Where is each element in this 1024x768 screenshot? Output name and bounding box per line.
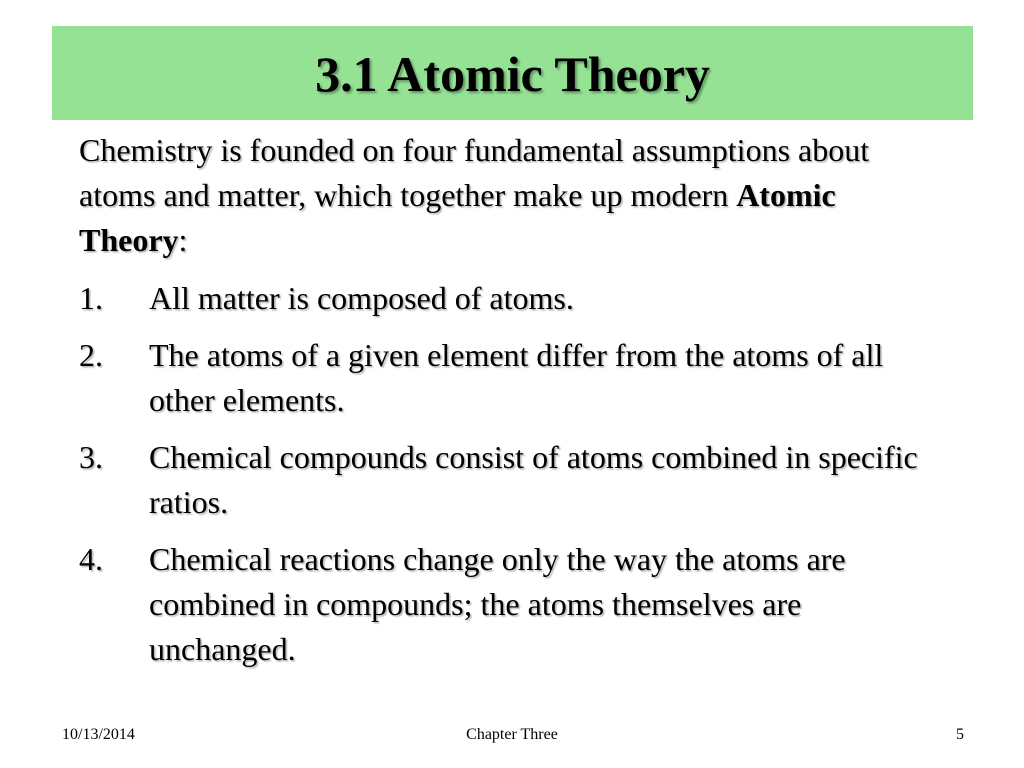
- list-item-number: 1.: [79, 280, 103, 316]
- list-item: [79, 435, 949, 525]
- list-item: [79, 333, 949, 423]
- list-item-number: 3.: [79, 439, 103, 475]
- title-bar: [52, 26, 973, 120]
- assumptions-list: [79, 276, 949, 672]
- intro-paragraph: [79, 128, 949, 263]
- intro-bold-term: Atomic Theory: [79, 177, 836, 258]
- intro-text: Chemistry is founded on four fundamental assumptions about atoms and matter, which together make up modern: [79, 132, 870, 213]
- footer-chapter: Chapter Three: [466, 726, 558, 743]
- slide-title: 3.1 Atomic Theory: [315, 46, 710, 102]
- list-item-text: The atoms of a given element differ from the atoms of all other elements.: [149, 337, 884, 418]
- list-item: [79, 276, 949, 321]
- footer-date: 10/13/2014: [62, 726, 135, 743]
- list-item: [79, 537, 949, 672]
- list-item-number: 2.: [79, 337, 103, 373]
- slide-body: [79, 128, 949, 684]
- intro-colon: :: [178, 222, 188, 258]
- list-item-text: Chemical reactions change only the way the atoms are combined in compounds; the atoms themselves are unchanged.: [149, 541, 846, 667]
- list-item-number: 4.: [79, 541, 103, 577]
- footer-page-number: 5: [956, 726, 964, 743]
- list-item-text: All matter is composed of atoms.: [149, 280, 574, 316]
- list-item-text: Chemical compounds consist of atoms combined in specific ratios.: [149, 439, 918, 520]
